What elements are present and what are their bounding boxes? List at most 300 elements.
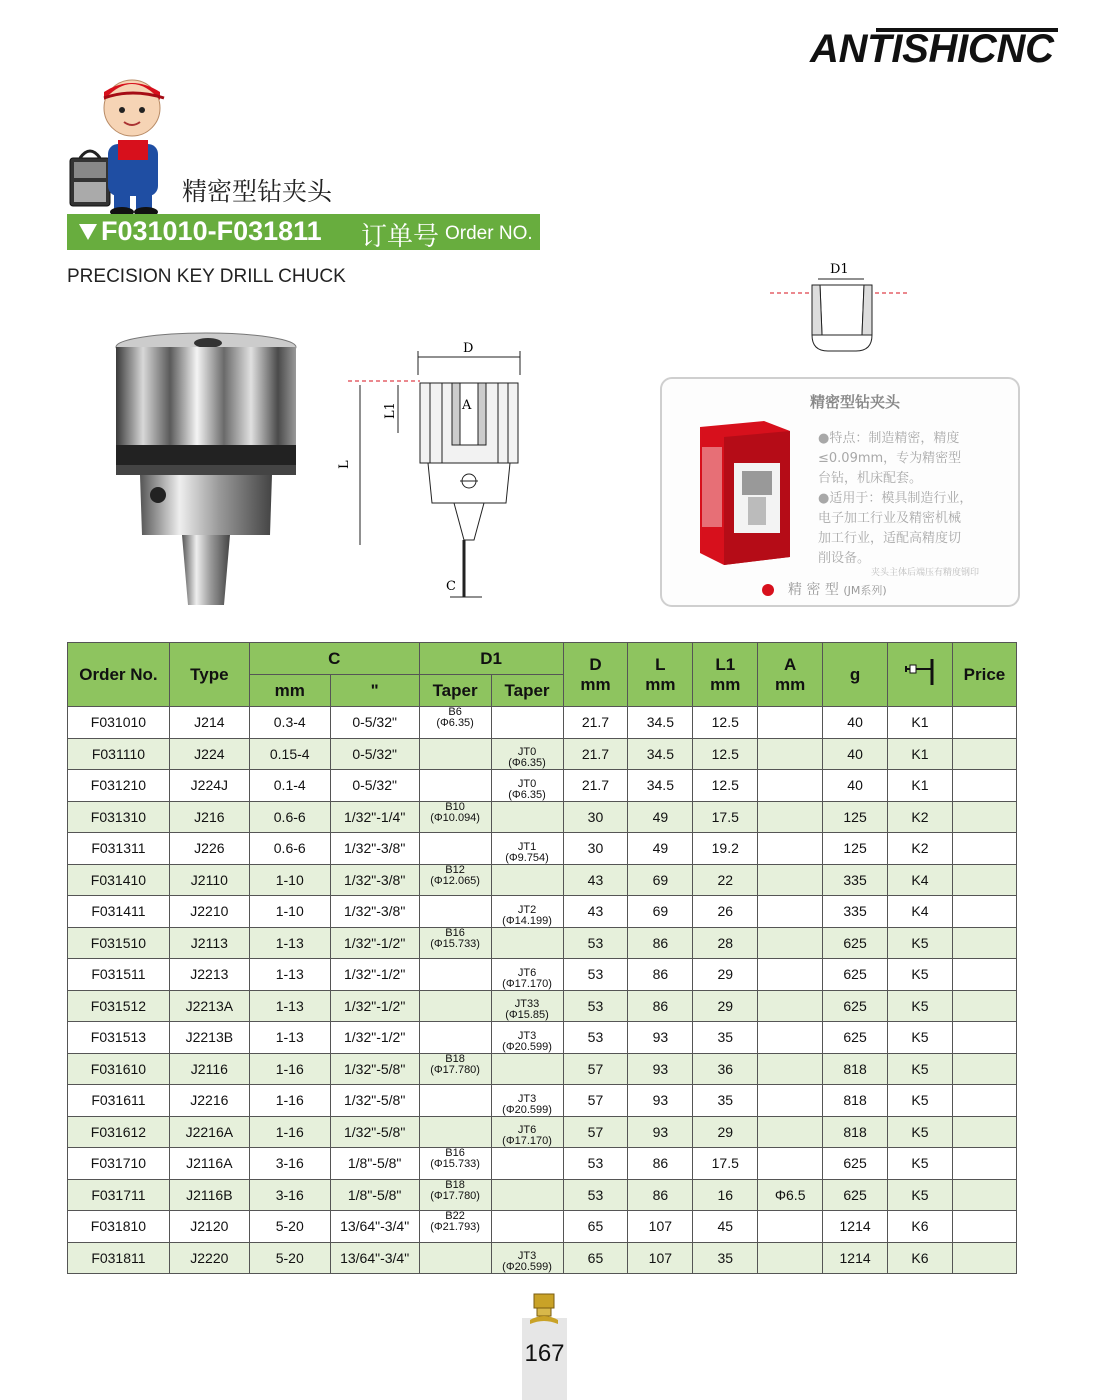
cell-l1: 16 — [693, 1179, 758, 1211]
cell-l1: 35 — [693, 1242, 758, 1274]
cell-taper-jt-code: JT6 — [517, 966, 537, 979]
cell-order-no: F031710 — [68, 1148, 170, 1180]
cell-order-no: F031810 — [68, 1211, 170, 1243]
cell-price — [952, 1242, 1016, 1274]
cell-price — [952, 1179, 1016, 1211]
cell-l1: 29 — [693, 990, 758, 1022]
cell-d: 30 — [563, 801, 628, 833]
cell-taper-jt-code: JT0 — [517, 746, 537, 758]
cell-price — [952, 990, 1016, 1022]
cell-d: 53 — [563, 1022, 628, 1054]
cell-d: 57 — [563, 1116, 628, 1148]
table-row — [68, 927, 1017, 959]
cell-type: J226 — [169, 833, 249, 865]
col-header-d1-taper-jt: Taper — [491, 675, 563, 707]
cell-key: K4 — [888, 864, 953, 896]
cell-g: 40 — [823, 770, 888, 802]
cell-key: K5 — [888, 959, 953, 991]
cell-taper-jt — [491, 1211, 563, 1243]
cell-taper-jt-diameter: (Φ20.599) — [502, 1103, 552, 1116]
cell-l: 86 — [628, 927, 693, 959]
cell-c-mm: 1-16 — [249, 1085, 330, 1117]
cell-a — [758, 864, 823, 896]
cell-taper-b-code: B22 — [445, 1210, 465, 1222]
cell-c-inch: 1/32"-1/2" — [330, 990, 419, 1022]
cell-c-inch: 1/32"-5/8" — [330, 1116, 419, 1148]
cell-a — [758, 927, 823, 959]
col-header-l — [628, 643, 693, 707]
cell-a — [758, 770, 823, 802]
col-header-d-unit: mm — [580, 674, 611, 694]
cell-a — [758, 990, 823, 1022]
col-header-order: Order No. — [68, 643, 170, 707]
cell-price — [952, 927, 1016, 959]
cell-l: 69 — [628, 896, 693, 928]
cell-l: 93 — [628, 1085, 693, 1117]
cell-c-mm: 1-13 — [249, 959, 330, 991]
cell-l1: 35 — [693, 1022, 758, 1054]
cell-l: 34.5 — [628, 738, 693, 770]
cell-l: 86 — [628, 990, 693, 1022]
cell-d: 21.7 — [563, 738, 628, 770]
cell-order-no: F031110 — [68, 738, 170, 770]
cell-c-inch: 1/8"-5/8" — [330, 1148, 419, 1180]
cell-c-inch: 13/64"-3/4" — [330, 1242, 419, 1274]
cell-a — [758, 959, 823, 991]
cell-key: K5 — [888, 1085, 953, 1117]
col-header-a-label: A — [784, 654, 797, 674]
cell-key: K1 — [888, 770, 953, 802]
cell-c-inch: 0-5/32" — [330, 738, 419, 770]
cell-type: J2210 — [169, 896, 249, 928]
cell-c-mm: 1-10 — [249, 896, 330, 928]
cell-taper-b-code: B6 — [448, 706, 462, 718]
cell-g: 818 — [823, 1085, 888, 1117]
table-row — [68, 1211, 1017, 1243]
cell-order-no: F031411 — [68, 896, 170, 928]
cell-taper-jt-diameter: (Φ6.35) — [508, 757, 546, 769]
cell-taper-jt-code: JT1 — [517, 840, 537, 853]
cell-order-no: F031311 — [68, 833, 170, 865]
table-row — [68, 864, 1017, 896]
cell-l: 107 — [628, 1211, 693, 1243]
table-row — [68, 1148, 1017, 1180]
cell-type: J216 — [169, 801, 249, 833]
cell-c-mm: 0.15-4 — [249, 738, 330, 770]
cell-price — [952, 770, 1016, 802]
cell-d: 30 — [563, 833, 628, 865]
cell-c-mm: 1-16 — [249, 1116, 330, 1148]
cell-c-inch: 1/32"-1/4" — [330, 801, 419, 833]
drill-chuck-icon — [528, 1290, 560, 1330]
cell-taper-jt-diameter: (Φ17.170) — [502, 1135, 552, 1147]
cell-g: 125 — [823, 801, 888, 833]
cell-l: 93 — [628, 1053, 693, 1085]
cell-order-no: F031512 — [68, 990, 170, 1022]
cell-a — [758, 801, 823, 833]
col-header-d — [563, 643, 628, 707]
cell-key: K1 — [888, 738, 953, 770]
cell-a — [758, 1148, 823, 1180]
cell-d: 53 — [563, 927, 628, 959]
cell-l: 34.5 — [628, 770, 693, 802]
col-header-key — [888, 643, 953, 707]
col-header-type: Type — [169, 643, 249, 707]
cell-g: 1214 — [823, 1211, 888, 1243]
triangle-down-icon — [79, 224, 97, 240]
cell-key: K5 — [888, 1053, 953, 1085]
mascot-illustration — [64, 70, 184, 218]
cell-taper-jt — [491, 1242, 563, 1274]
cell-l: 93 — [628, 1022, 693, 1054]
cell-order-no: F031210 — [68, 770, 170, 802]
cell-key: K6 — [888, 1242, 953, 1274]
cell-taper-b — [419, 959, 491, 991]
cell-type: J2220 — [169, 1242, 249, 1274]
cell-taper-jt-code: JT33 — [514, 998, 540, 1010]
cell-taper-b — [419, 1179, 491, 1211]
cell-c-mm: 0.1-4 — [249, 770, 330, 802]
cell-taper-b — [419, 1053, 491, 1085]
dim-label-l: L — [337, 460, 352, 469]
cell-key: K4 — [888, 896, 953, 928]
page-number: 167 — [524, 1340, 565, 1367]
info-footer-label: 精 密 型 — [788, 582, 839, 598]
cell-taper-b-diameter: (Φ17.780) — [430, 1063, 480, 1076]
cell-c-mm: 0.3-4 — [249, 707, 330, 739]
cell-key: K1 — [888, 707, 953, 739]
cell-l1: 22 — [693, 864, 758, 896]
cell-l: 69 — [628, 864, 693, 896]
cell-a — [758, 833, 823, 865]
brand-logo — [808, 22, 1063, 72]
cell-key: K5 — [888, 1148, 953, 1180]
cell-l: 93 — [628, 1116, 693, 1148]
cell-order-no: F031612 — [68, 1116, 170, 1148]
cell-taper-jt — [491, 1116, 563, 1148]
cell-taper-jt-code: JT3 — [517, 1250, 537, 1262]
cell-d: 53 — [563, 1148, 628, 1180]
cell-l1: 26 — [693, 896, 758, 928]
cell-l: 49 — [628, 801, 693, 833]
cell-taper-jt-diameter: (Φ20.599) — [502, 1040, 552, 1053]
cell-taper-b-diameter: (Φ15.733) — [430, 937, 480, 950]
cell-order-no: F031610 — [68, 1053, 170, 1085]
cell-a — [758, 1242, 823, 1274]
cell-taper-jt — [491, 1148, 563, 1180]
col-header-price: Price — [952, 643, 1016, 707]
cell-l: 49 — [628, 833, 693, 865]
order-label-en: Order NO. — [445, 223, 533, 244]
cell-g: 1214 — [823, 1242, 888, 1274]
col-header-l-label: L — [655, 654, 666, 674]
dim-label-d: D — [463, 341, 474, 356]
cell-key: K5 — [888, 1022, 953, 1054]
chuck-key-icon — [902, 657, 938, 687]
cell-taper-jt — [491, 864, 563, 896]
cell-taper-jt-diameter: (Φ9.754) — [505, 851, 549, 864]
cell-l1: 35 — [693, 1085, 758, 1117]
cell-c-mm: 1-16 — [249, 1053, 330, 1085]
cell-taper-b — [419, 801, 491, 833]
cell-d: 65 — [563, 1211, 628, 1243]
cell-price — [952, 1022, 1016, 1054]
cell-taper-jt — [491, 1053, 563, 1085]
cell-taper-b — [419, 1211, 491, 1243]
table-row — [68, 990, 1017, 1022]
cell-taper-b-diameter: (Φ12.065) — [430, 874, 480, 887]
cell-taper-jt-code: JT3 — [517, 1029, 537, 1042]
cell-l1: 28 — [693, 927, 758, 959]
cell-taper-b-code: B16 — [445, 1147, 465, 1159]
info-title: 精密型钻夹头 — [810, 393, 901, 411]
cell-taper-b-diameter: (Φ6.35) — [436, 717, 474, 729]
cell-d: 57 — [563, 1085, 628, 1117]
brand-logo-graphic — [808, 22, 1063, 72]
info-line: ≤0.09mm，专为精密型 — [818, 451, 962, 466]
dim-label-a: A — [462, 398, 472, 413]
cell-type: J2116A — [169, 1148, 249, 1180]
cell-g: 625 — [823, 1179, 888, 1211]
cell-type: J2213A — [169, 990, 249, 1022]
cell-taper-b — [419, 1242, 491, 1274]
cell-taper-jt — [491, 1085, 563, 1117]
cell-l1: 29 — [693, 959, 758, 991]
cell-g: 625 — [823, 990, 888, 1022]
spec-table-body — [68, 707, 1017, 1274]
cell-taper-jt-diameter: (Φ6.35) — [508, 788, 546, 801]
cell-key: K5 — [888, 990, 953, 1022]
cell-d: 65 — [563, 1242, 628, 1274]
packaging-box-image — [694, 417, 794, 567]
cell-taper-jt — [491, 1179, 563, 1211]
cell-price — [952, 738, 1016, 770]
cell-l: 107 — [628, 1242, 693, 1274]
cell-order-no: F031513 — [68, 1022, 170, 1054]
cell-d: 53 — [563, 1179, 628, 1211]
cell-taper-b-code: B18 — [445, 1178, 465, 1191]
cell-c-inch: 1/32"-5/8" — [330, 1085, 419, 1117]
cell-l1: 19.2 — [693, 833, 758, 865]
technical-drawing — [330, 335, 530, 615]
cell-order-no: F031510 — [68, 927, 170, 959]
cell-l1: 36 — [693, 1053, 758, 1085]
cell-c-mm: 3-16 — [249, 1179, 330, 1211]
table-row — [68, 1242, 1017, 1274]
cell-l: 86 — [628, 959, 693, 991]
cell-c-inch: 1/32"-3/8" — [330, 833, 419, 865]
cell-taper-jt — [491, 738, 563, 770]
cell-l: 34.5 — [628, 707, 693, 739]
cell-taper-b — [419, 770, 491, 802]
col-header-l1 — [693, 643, 758, 707]
info-line: ●适用于：模具制造行业， — [818, 491, 973, 506]
cell-g: 625 — [823, 1148, 888, 1180]
cell-taper-jt-code: JT6 — [517, 1124, 537, 1136]
table-row — [68, 896, 1017, 928]
subtitle: PRECISION KEY DRILL CHUCK — [67, 266, 346, 287]
cell-price — [952, 1053, 1016, 1085]
cell-c-inch: 0-5/32" — [330, 770, 419, 802]
cell-g: 625 — [823, 959, 888, 991]
cell-key: K5 — [888, 1116, 953, 1148]
cell-type: J2116 — [169, 1053, 249, 1085]
cell-taper-b-diameter: (Φ10.094) — [430, 811, 480, 824]
table-row — [68, 770, 1017, 802]
col-header-c: C — [249, 643, 419, 675]
table-row — [68, 833, 1017, 865]
table-row — [68, 1116, 1017, 1148]
cell-c-inch: 1/32"-1/2" — [330, 1022, 419, 1054]
cell-g: 818 — [823, 1116, 888, 1148]
cell-taper-jt-diameter: (Φ20.599) — [502, 1261, 552, 1273]
cell-a — [758, 1022, 823, 1054]
table-row — [68, 1053, 1017, 1085]
cell-taper-jt-diameter: (Φ15.85) — [505, 1009, 549, 1021]
cell-order-no: F031010 — [68, 707, 170, 739]
cell-key: K5 — [888, 927, 953, 959]
cell-c-mm: 1-10 — [249, 864, 330, 896]
order-number-bar — [67, 214, 540, 250]
cell-taper-b-code: B18 — [445, 1052, 465, 1065]
cell-a — [758, 738, 823, 770]
cell-a — [758, 1053, 823, 1085]
cell-price — [952, 1211, 1016, 1243]
cell-d: 57 — [563, 1053, 628, 1085]
info-line: 削设备。 — [818, 551, 871, 566]
cell-a: Φ6.5 — [758, 1179, 823, 1211]
cell-taper-jt-diameter: (Φ14.199) — [502, 914, 552, 927]
cell-c-inch: 1/8"-5/8" — [330, 1179, 419, 1211]
cell-key: K2 — [888, 801, 953, 833]
cell-price — [952, 707, 1016, 739]
cell-type: J2213B — [169, 1022, 249, 1054]
product-info-box — [660, 377, 1020, 607]
spec-table — [67, 642, 1017, 1274]
table-row — [68, 1085, 1017, 1117]
cell-d: 43 — [563, 864, 628, 896]
cell-taper-jt — [491, 833, 563, 865]
cell-taper-b — [419, 896, 491, 928]
table-row — [68, 959, 1017, 991]
cell-c-inch: 1/32"-3/8" — [330, 864, 419, 896]
cell-taper-b — [419, 1116, 491, 1148]
cell-price — [952, 864, 1016, 896]
col-header-l1-unit: mm — [710, 674, 741, 694]
cell-price — [952, 801, 1016, 833]
cell-g: 125 — [823, 833, 888, 865]
cell-taper-jt — [491, 770, 563, 802]
cell-price — [952, 1085, 1016, 1117]
col-header-d-label: D — [589, 654, 602, 674]
col-header-a — [758, 643, 823, 707]
table-row — [68, 738, 1017, 770]
cell-key: K6 — [888, 1211, 953, 1243]
cell-taper-b — [419, 833, 491, 865]
cell-d: 21.7 — [563, 707, 628, 739]
cell-a — [758, 1085, 823, 1117]
cell-taper-b — [419, 927, 491, 959]
cell-g: 40 — [823, 707, 888, 739]
col-header-d1-taper-b: Taper — [419, 675, 491, 707]
cell-d: 53 — [563, 959, 628, 991]
cell-price — [952, 1148, 1016, 1180]
title-chinese: 精密型钻夹头 — [182, 177, 333, 206]
cell-l1: 29 — [693, 1116, 758, 1148]
cell-taper-jt — [491, 1022, 563, 1054]
cell-taper-jt — [491, 959, 563, 991]
cell-order-no: F031410 — [68, 864, 170, 896]
cell-d: 21.7 — [563, 770, 628, 802]
cell-taper-b-code: B12 — [445, 863, 465, 876]
brand-logo-text: ANTISHICNC — [810, 27, 1055, 71]
cell-l1: 12.5 — [693, 738, 758, 770]
cell-price — [952, 1116, 1016, 1148]
info-line: ●特点：制造精密，精度 — [818, 431, 960, 446]
info-footer-series: (JM系列) — [843, 584, 887, 597]
info-footer — [788, 579, 887, 599]
cell-c-mm: 0.6-6 — [249, 801, 330, 833]
dim-label-l1: L1 — [383, 402, 398, 419]
cell-d: 43 — [563, 896, 628, 928]
order-range: F031010-F031811 — [101, 216, 322, 246]
cell-taper-jt-diameter: (Φ17.170) — [502, 977, 552, 990]
cell-type: J2110 — [169, 864, 249, 896]
info-note: 夹头主体后端压有精度钢印 — [871, 568, 980, 578]
cell-taper-b-diameter: (Φ17.780) — [430, 1189, 480, 1202]
cell-order-no: F031611 — [68, 1085, 170, 1117]
cell-taper-b — [419, 1022, 491, 1054]
cell-taper-b-diameter: (Φ15.733) — [430, 1158, 480, 1170]
cell-taper-b-code: B16 — [445, 926, 465, 939]
cell-c-mm: 0.6-6 — [249, 833, 330, 865]
cell-c-mm: 1-13 — [249, 1022, 330, 1054]
table-row — [68, 1179, 1017, 1211]
col-header-l1-label: L1 — [715, 654, 736, 674]
cell-taper-b-code: B10 — [445, 800, 465, 813]
cell-key: K5 — [888, 1179, 953, 1211]
cell-g: 335 — [823, 864, 888, 896]
cell-a — [758, 707, 823, 739]
cell-a — [758, 1211, 823, 1243]
cell-a — [758, 1116, 823, 1148]
info-line: 电子加工行业及精密机械 — [818, 511, 962, 526]
cell-c-inch: 0-5/32" — [330, 707, 419, 739]
col-header-g: g — [823, 643, 888, 707]
drill-chuck-photo — [100, 325, 320, 625]
cell-taper-jt — [491, 707, 563, 739]
table-row — [68, 1022, 1017, 1054]
cell-g: 625 — [823, 927, 888, 959]
info-line: 加工行业，适配高精度切 — [818, 531, 962, 546]
cell-g: 818 — [823, 1053, 888, 1085]
cell-order-no: F031511 — [68, 959, 170, 991]
cell-c-inch: 1/32"-1/2" — [330, 927, 419, 959]
cell-type: J2120 — [169, 1211, 249, 1243]
cell-a — [758, 896, 823, 928]
cell-c-mm: 1-13 — [249, 927, 330, 959]
cell-l1: 12.5 — [693, 707, 758, 739]
cell-key: K2 — [888, 833, 953, 865]
cell-taper-jt-code: JT2 — [517, 903, 537, 916]
cell-order-no: F031711 — [68, 1179, 170, 1211]
cell-c-mm: 5-20 — [249, 1211, 330, 1243]
cell-g: 40 — [823, 738, 888, 770]
cell-type: J2113 — [169, 927, 249, 959]
cell-taper-b — [419, 990, 491, 1022]
cell-l: 86 — [628, 1148, 693, 1180]
table-row — [68, 801, 1017, 833]
